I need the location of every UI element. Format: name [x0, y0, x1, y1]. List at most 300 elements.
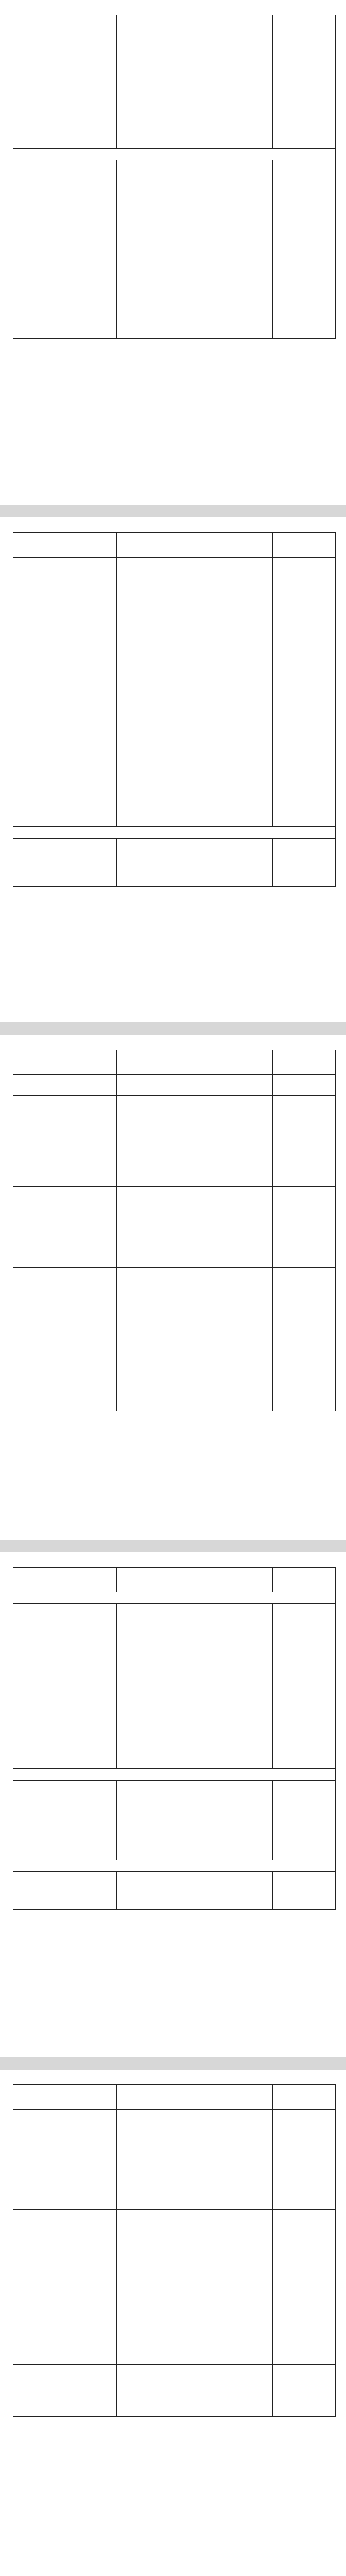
major-line — [15, 2312, 114, 2318]
mode-line — [119, 48, 151, 54]
table-row — [13, 1708, 336, 1769]
footnote-line — [17, 1420, 333, 1427]
mode-line — [119, 1351, 151, 1357]
table-row — [13, 772, 336, 827]
remarks-cell — [273, 40, 336, 94]
exam-line — [156, 603, 270, 610]
mode-cell — [117, 1872, 153, 1910]
remarks-line — [275, 2124, 333, 2130]
exam-line — [156, 2405, 270, 2411]
exam-line — [156, 622, 270, 629]
major-line — [15, 194, 114, 200]
table-row — [13, 94, 336, 149]
header-major — [13, 1050, 117, 1075]
exam-line — [156, 658, 270, 665]
mode-line — [119, 1716, 151, 1723]
major-line — [15, 1669, 114, 1675]
header-remarks — [273, 1568, 336, 1592]
exam-line — [156, 2398, 270, 2405]
remarks-cell — [273, 1075, 336, 1096]
remarks-cell — [273, 1268, 336, 1349]
major-line — [15, 1357, 114, 1363]
exam-line — [156, 219, 270, 225]
page-footnotes — [17, 2419, 333, 2439]
exam-line — [156, 1625, 270, 1631]
remarks-line — [275, 42, 333, 48]
exam-line — [156, 61, 270, 67]
page-footnotes — [17, 873, 333, 893]
exam-line — [156, 121, 270, 128]
major-line — [15, 1833, 114, 1839]
table-row — [13, 2310, 336, 2365]
major-line — [15, 1675, 114, 1681]
mode-line — [119, 2218, 151, 2224]
header-major — [13, 1568, 117, 1592]
exam-cell — [153, 1872, 273, 1910]
mode-line — [119, 780, 151, 786]
table-row — [13, 1187, 336, 1268]
mode-line — [119, 1076, 151, 1083]
exam-line — [156, 1662, 270, 1669]
major-cell — [13, 631, 117, 705]
remarks-line — [275, 2143, 333, 2149]
page-separator — [0, 2057, 346, 2070]
exam-line — [156, 1754, 270, 1761]
catalogue-page — [0, 1552, 346, 2057]
exam-line — [156, 140, 270, 147]
header-exam — [153, 15, 273, 40]
table-row — [13, 2210, 336, 2310]
section-heading — [13, 1592, 336, 1604]
exam-line — [156, 1631, 270, 1637]
major-cell — [13, 1604, 117, 1708]
exam-line — [156, 1289, 270, 1295]
footnote-line — [17, 2433, 333, 2439]
table-row — [13, 1781, 336, 1860]
major-line — [15, 1808, 114, 1814]
remarks-cell — [273, 705, 336, 772]
remarks-line — [275, 707, 333, 713]
exam-line — [156, 263, 270, 270]
exam-line — [156, 1710, 270, 1716]
exam-line — [156, 1656, 270, 1662]
major-line — [15, 859, 114, 866]
exam-line — [156, 1618, 270, 1625]
major-line — [15, 2111, 114, 2118]
major-line — [15, 2231, 114, 2237]
exam-line — [156, 1207, 270, 1214]
exam-line — [156, 677, 270, 684]
section-heading-row — [13, 1769, 336, 1781]
remarks-line — [275, 2130, 333, 2137]
exam-line — [156, 584, 270, 591]
mode-line — [119, 707, 151, 713]
major-cell — [13, 2310, 117, 2365]
catalogue-table — [13, 1050, 336, 1411]
exam-cell — [153, 1075, 273, 1096]
header-mode — [117, 533, 153, 558]
exam-line — [156, 780, 270, 786]
mode-cell — [117, 631, 153, 705]
footnote-line — [17, 1414, 333, 1420]
remarks-line — [275, 1880, 333, 1886]
exam-cell — [153, 1096, 273, 1187]
exam-line — [156, 175, 270, 181]
major-cell — [13, 2210, 117, 2310]
header-major — [13, 15, 117, 40]
exam-line — [156, 1148, 270, 1155]
major-line — [15, 565, 114, 572]
exam-line — [156, 646, 270, 652]
remarks-line — [275, 1710, 333, 1716]
header-major — [13, 533, 117, 558]
remarks-cell — [273, 1604, 336, 1708]
mode-line — [119, 1270, 151, 1276]
remarks-cell — [273, 1349, 336, 1411]
section-heading — [13, 1860, 336, 1872]
exam-line — [156, 1675, 270, 1681]
exam-line — [156, 1220, 270, 1226]
major-cell — [13, 1268, 117, 1349]
major-line — [15, 2218, 114, 2224]
page-footnotes — [17, 1906, 333, 1926]
footnote-line — [17, 1919, 333, 1926]
exam-cell — [153, 772, 273, 827]
remarks-line — [275, 1814, 333, 1820]
catalogue-page — [0, 1035, 346, 1540]
exam-line — [156, 115, 270, 121]
major-line — [15, 1782, 114, 1789]
exam-line — [156, 282, 270, 289]
major-line — [15, 1631, 114, 1637]
exam-cell — [153, 1604, 273, 1708]
header-mode — [117, 1050, 153, 1075]
exam-line — [156, 206, 270, 213]
exam-line — [156, 1357, 270, 1363]
exam-line — [156, 2143, 270, 2149]
remarks-line — [275, 2149, 333, 2156]
exam-cell — [153, 2310, 273, 2365]
mode-line — [119, 1710, 151, 1716]
mode-line — [119, 168, 151, 175]
major-cell — [13, 1349, 117, 1411]
exam-line — [156, 1276, 270, 1282]
remarks-line — [275, 109, 333, 115]
section-heading — [13, 1769, 336, 1781]
exam-line — [156, 2256, 270, 2262]
remarks-line — [275, 102, 333, 109]
exam-line — [156, 1161, 270, 1167]
exam-line — [156, 1083, 270, 1089]
major-cell — [13, 40, 117, 94]
exam-line — [156, 1327, 270, 1333]
exam-line — [156, 1295, 270, 1301]
exam-cell — [153, 2110, 273, 2210]
exam-line — [156, 134, 270, 140]
remarks-line — [275, 1839, 333, 1846]
exam-line — [156, 67, 270, 73]
mode-cell — [117, 1604, 153, 1708]
exam-line — [156, 2379, 270, 2386]
major-cell — [13, 1708, 117, 1769]
remarks-line — [275, 2262, 333, 2269]
footnote-line — [17, 333, 333, 340]
major-line — [15, 1123, 114, 1129]
exam-line — [156, 2269, 270, 2275]
exam-line — [156, 1839, 270, 1846]
exam-line — [156, 109, 270, 115]
remarks-line — [275, 1195, 333, 1201]
major-line — [15, 713, 114, 719]
remarks-line — [275, 1886, 333, 1892]
major-line — [15, 639, 114, 646]
exam-line — [156, 295, 270, 301]
header-major — [13, 2085, 117, 2110]
major-line — [15, 42, 114, 48]
major-line — [15, 780, 114, 786]
remarks-line — [275, 2218, 333, 2224]
major-line — [15, 1643, 114, 1650]
major-line — [15, 187, 114, 194]
major-cell — [13, 160, 117, 339]
exam-cell — [153, 2365, 273, 2417]
exam-cell — [153, 1268, 273, 1349]
exam-cell — [153, 160, 273, 339]
exam-line — [156, 639, 270, 646]
exam-line — [156, 270, 270, 276]
remarks-line — [275, 774, 333, 780]
exam-line — [156, 2175, 270, 2181]
exam-line — [156, 757, 270, 764]
exam-line — [156, 2149, 270, 2156]
exam-line — [156, 2118, 270, 2124]
mode-line — [119, 713, 151, 719]
exam-line — [156, 840, 270, 847]
major-line — [15, 847, 114, 853]
remarks-line — [275, 2250, 333, 2256]
mode-line — [119, 1195, 151, 1201]
exam-line — [156, 1129, 270, 1136]
remarks-line — [275, 1351, 333, 1357]
mode-line — [119, 96, 151, 102]
exam-line — [156, 1833, 270, 1839]
exam-line — [156, 314, 270, 320]
major-line — [15, 1188, 114, 1195]
exam-line — [156, 572, 270, 578]
major-line — [15, 2379, 114, 2386]
exam-line — [156, 86, 270, 92]
major-line — [15, 1129, 114, 1136]
remarks-cell — [273, 2365, 336, 2417]
exam-line — [156, 1886, 270, 1892]
remarks-line — [275, 2256, 333, 2262]
major-cell — [13, 1096, 117, 1187]
mode-line — [119, 1782, 151, 1789]
exam-cell — [153, 1187, 273, 1268]
major-line — [15, 1270, 114, 1276]
exam-line — [156, 2281, 270, 2287]
exam-line — [156, 2194, 270, 2200]
exam-line — [156, 2130, 270, 2137]
section-heading-row — [13, 1592, 336, 1604]
mode-line — [119, 774, 151, 780]
catalogue-table — [13, 15, 336, 339]
exam-line — [156, 751, 270, 757]
major-line — [15, 1625, 114, 1631]
major-line — [15, 774, 114, 780]
table-row — [13, 558, 336, 631]
major-line — [15, 840, 114, 847]
major-line — [15, 181, 114, 187]
mode-line — [119, 1612, 151, 1618]
header-mode — [117, 2085, 153, 2110]
page-separator — [0, 1022, 346, 1035]
exam-line — [156, 1155, 270, 1161]
remarks-cell — [273, 772, 336, 827]
footnote-line — [17, 1427, 333, 1434]
major-line — [15, 1295, 114, 1301]
exam-line — [156, 168, 270, 175]
exam-line — [156, 1195, 270, 1201]
exam-line — [156, 1117, 270, 1123]
major-cell — [13, 1075, 117, 1096]
footnote-line — [17, 2426, 333, 2433]
remarks-line — [275, 1808, 333, 1814]
table-row — [13, 1096, 336, 1187]
catalogue-page — [0, 2070, 346, 2574]
major-line — [15, 1820, 114, 1827]
exam-line — [156, 1735, 270, 1742]
table-row — [13, 2365, 336, 2417]
exam-line — [156, 1612, 270, 1618]
remarks-line — [275, 1320, 333, 1327]
remarks-line — [275, 840, 333, 847]
mode-cell — [117, 1708, 153, 1769]
exam-line — [156, 1606, 270, 1612]
exam-line — [156, 48, 270, 54]
major-line — [15, 1892, 114, 1899]
exam-line — [156, 2111, 270, 2118]
exam-line — [156, 307, 270, 314]
exam-line — [156, 1245, 270, 1252]
catalogue-table — [13, 532, 336, 887]
major-line — [15, 707, 114, 713]
exam-line — [156, 2212, 270, 2218]
exam-line — [156, 1827, 270, 1833]
exam-line — [156, 1314, 270, 1320]
major-line — [15, 1612, 114, 1618]
mode-cell — [117, 558, 153, 631]
remarks-cell — [273, 631, 336, 705]
exam-line — [156, 1320, 270, 1327]
major-cell — [13, 705, 117, 772]
mode-cell — [117, 1187, 153, 1268]
mode-line — [119, 840, 151, 847]
major-cell — [13, 1781, 117, 1860]
remarks-line — [275, 1295, 333, 1301]
major-line — [15, 1839, 114, 1846]
exam-cell — [153, 631, 273, 705]
major-line — [15, 1650, 114, 1656]
exam-cell — [153, 705, 273, 772]
exam-line — [156, 713, 270, 719]
major-line — [15, 1873, 114, 1880]
exam-line — [156, 1669, 270, 1675]
mode-line — [119, 42, 151, 48]
mode-line — [119, 1188, 151, 1195]
remarks-line — [275, 2224, 333, 2231]
exam-line — [156, 1123, 270, 1129]
major-line — [15, 1282, 114, 1289]
catalogue-table — [13, 2084, 336, 2417]
exam-line — [156, 2373, 270, 2379]
remarks-line — [275, 1276, 333, 1282]
remarks-line — [275, 121, 333, 128]
major-line — [15, 2367, 114, 2373]
table-row — [13, 705, 336, 772]
exam-line — [156, 1820, 270, 1827]
remarks-line — [275, 1308, 333, 1314]
table-header-row — [13, 1050, 336, 1075]
major-line — [15, 1886, 114, 1892]
exam-cell — [153, 40, 273, 94]
exam-line — [156, 1110, 270, 1117]
exam-line — [156, 1252, 270, 1258]
major-line — [15, 646, 114, 652]
exam-cell — [153, 94, 273, 149]
table-row — [13, 1604, 336, 1708]
exam-line — [156, 2224, 270, 2231]
major-line — [15, 162, 114, 168]
major-cell — [13, 2110, 117, 2210]
header-remarks — [273, 2085, 336, 2110]
exam-line — [156, 1376, 270, 1382]
exam-line — [156, 616, 270, 622]
exam-line — [156, 1076, 270, 1083]
major-line — [15, 2130, 114, 2137]
header-remarks — [273, 533, 336, 558]
header-exam — [153, 2085, 273, 2110]
mode-line — [119, 1104, 151, 1110]
remarks-line — [275, 1833, 333, 1839]
remarks-line — [275, 1282, 333, 1289]
mode-cell — [117, 1075, 153, 1096]
mode-line — [119, 1789, 151, 1795]
exam-line — [156, 244, 270, 251]
table-row — [13, 40, 336, 94]
mode-cell — [117, 2110, 153, 2210]
exam-line — [156, 2231, 270, 2237]
exam-line — [156, 1742, 270, 1748]
exam-line — [156, 1688, 270, 1694]
major-line — [15, 1681, 114, 1688]
header-exam — [153, 533, 273, 558]
exam-line — [156, 786, 270, 793]
mode-line — [119, 559, 151, 565]
exam-line — [156, 1723, 270, 1729]
footnote-line — [17, 1912, 333, 1919]
remarks-line — [275, 559, 333, 565]
major-line — [15, 1656, 114, 1662]
exam-line — [156, 2318, 270, 2324]
exam-line — [156, 162, 270, 168]
remarks-line — [275, 2111, 333, 2118]
table-header-row — [13, 2085, 336, 2110]
mode-cell — [117, 160, 153, 339]
table-row — [13, 631, 336, 705]
remarks-line — [275, 115, 333, 121]
mode-cell — [117, 2310, 153, 2365]
